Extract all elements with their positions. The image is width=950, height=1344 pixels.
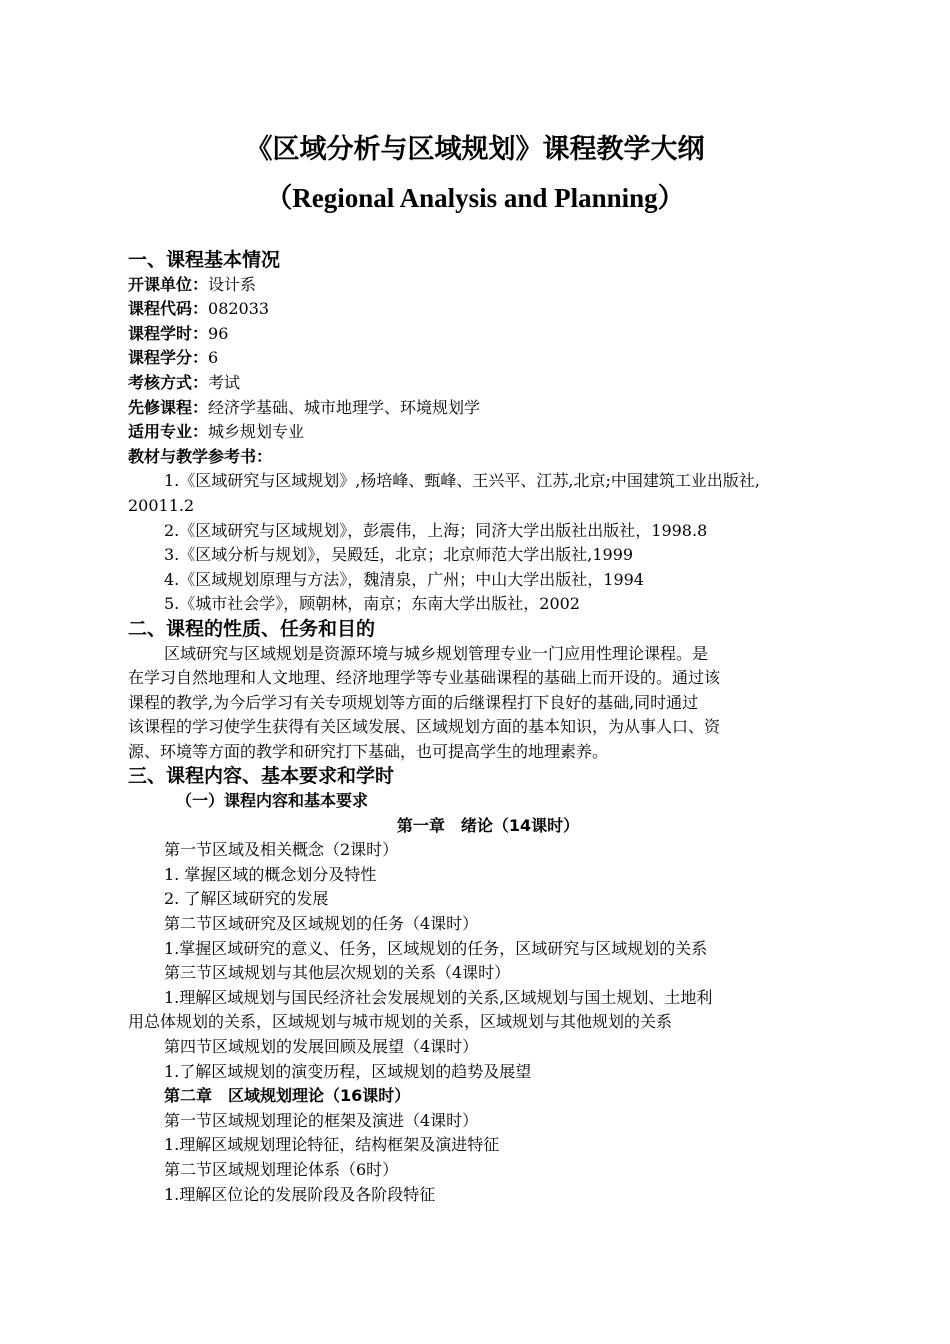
document-subtitle: （Regional Analysis and Planning） (265, 183, 685, 213)
info-value: 考试 (208, 372, 241, 392)
info-value: 6 (208, 348, 219, 368)
books-heading: 教材与教学参考书： (128, 446, 273, 466)
info-value: 城乡规划专业 (208, 422, 305, 442)
info-line (128, 273, 828, 298)
chapter-1-title: 第一章 绪论（14课时） (396, 815, 580, 835)
info-value: 设计系 (208, 274, 257, 294)
info-key: 开课单位： (128, 274, 209, 294)
chapter-line: 1.理解区位论的发展阶段及各阶段特征 (164, 1184, 436, 1204)
info-line (128, 322, 828, 347)
info-key: 先修课程： (128, 397, 209, 417)
chapter-line: 第一节区域规划理论的框架及演进（4课时） (164, 1110, 479, 1130)
chapter-line: 1.理解区域规划与国民经济社会发展规划的关系,区域规划与国土规划、土地利 (164, 987, 713, 1007)
paragraph-line: 在学习自然地理和人文地理、经济地理学等专业基础课程的基础上而开设的。通过该 (128, 668, 721, 688)
info-value: 082033 (208, 299, 270, 319)
section-1-heading: 一、课程基本情况 (128, 249, 281, 271)
chapter-line: 第二节区域研究及区域规划的任务（4课时） (164, 914, 479, 934)
chapter-line: 第三节区域规划与其他层次规划的关系（4课时） (164, 963, 511, 983)
chapter-line: 1.理解区域规划理论特征，结构框架及演进特征 (164, 1135, 500, 1155)
chapter-line: 第四节区域规划的发展回顾及展望（4课时） (164, 1037, 479, 1056)
info-key: 适用专业： (128, 422, 209, 442)
book-item: 3.《区域分析与规划》，吴殿廷，北京；北京师范大学出版社,1999 (164, 545, 634, 565)
chapter-line: 第一节区域及相关概念（2课时） (164, 840, 399, 860)
chapter-line: 1.了解区域规划的演变历程，区域规划的趋势及展望 (164, 1061, 532, 1081)
book-item-continued: 20011.2 (128, 495, 195, 515)
info-line (128, 420, 828, 445)
paragraph-line: 区域研究与区域规划是资源环境与城乡规划管理专业一门应用性理论课程。是 (164, 643, 709, 663)
paragraph-line: 该课程的学习使学生获得有关区域发展、区域规划方面的基本知识，为从事人口、资 (128, 717, 721, 737)
paragraph-line: 源、环境等方面的教学和研究打下基础，也可提高学生的地理素养。 (128, 741, 609, 761)
chapter-line: 1. 掌握区域的概念划分及特性 (164, 864, 377, 884)
document-title: 《区域分析与区域规划》课程教学大纲 (245, 134, 705, 165)
info-line (128, 371, 828, 396)
section-2-heading: 二、课程的性质、任务和目的 (128, 617, 376, 640)
chapter-line: 2. 了解区域研究的发展 (164, 889, 329, 909)
book-item: 5.《城市社会学》，顾朝林，南京；东南大学出版社，2002 (164, 594, 580, 614)
info-value: 96 (208, 323, 229, 343)
chapter-line: 第二节区域规划理论体系（6时） (164, 1159, 399, 1179)
book-item: 2.《区域研究与区域规划》，彭震伟，上海；同济大学出版社出版社，1998.8 (164, 520, 708, 540)
chapter-line: 1.掌握区域研究的意义、任务，区域规划的任务，区域研究与区域规划的关系 (164, 938, 708, 958)
section-3-heading: 三、课程内容、基本要求和学时 (128, 765, 395, 788)
info-line (128, 346, 828, 371)
section-3-subheading: （一）课程内容和基本要求 (176, 791, 369, 811)
info-key: 课程学分： (128, 348, 209, 368)
book-item: 4.《区域规划原理与方法》，魏清泉，广州；中山大学出版社，1994 (164, 569, 644, 589)
info-line (128, 396, 828, 421)
info-value: 经济学基础、城市地理学、环境规划学 (208, 397, 481, 417)
info-key: 考核方式： (128, 372, 209, 392)
info-key: 课程学时： (128, 323, 209, 343)
chapter-line-continued: 用总体规划的关系，区域规划与城市规划的关系，区域规划与其他规划的关系 (128, 1012, 673, 1032)
document-body (128, 248, 828, 1207)
info-key: 课程代码： (128, 299, 209, 319)
book-item: 1.《区域研究与区域规划》,杨培峰、甄峰、王兴平、江苏,北京;中国建筑工业出版社, (164, 471, 760, 491)
chapter-2-title: 第二章 区域规划理论（16课时） (164, 1086, 411, 1106)
info-line (128, 297, 828, 322)
paragraph-line: 课程的教学,为今后学习有关专项规划等方面的后继课程打下良好的基础,同时通过 (128, 692, 699, 712)
